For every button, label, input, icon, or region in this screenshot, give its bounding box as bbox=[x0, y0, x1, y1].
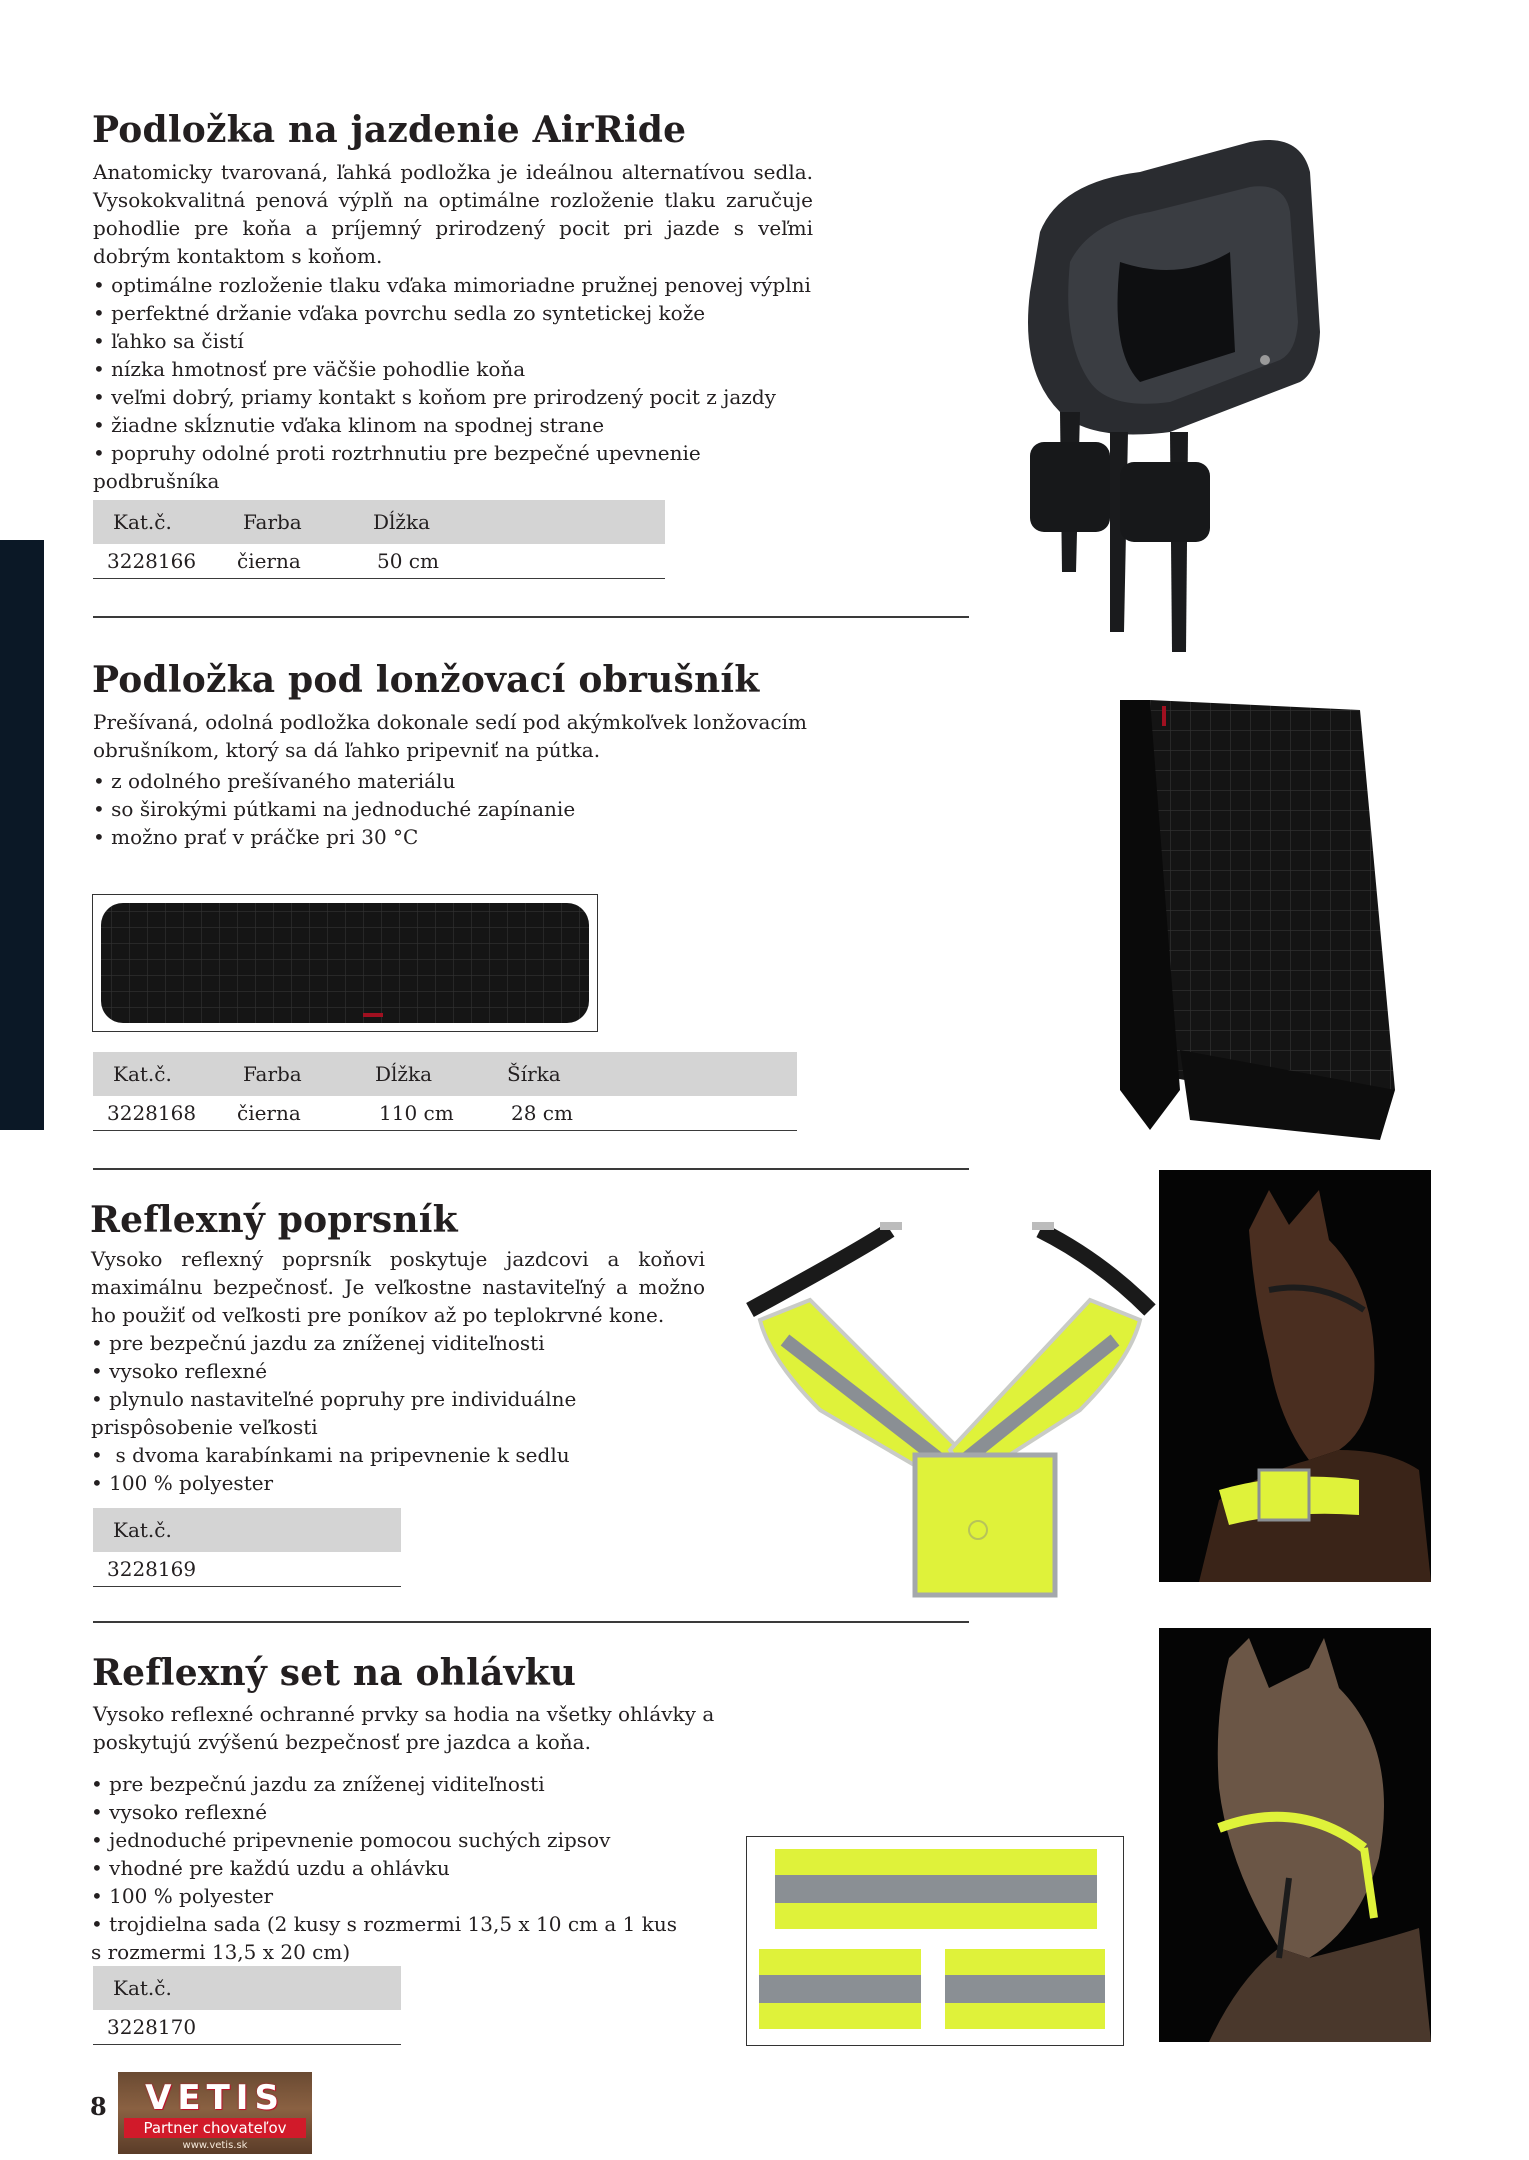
vetis-logo bbox=[118, 2072, 312, 2154]
table-header-row bbox=[93, 1508, 401, 1552]
bullet-list-reflective-breastplate bbox=[91, 1329, 721, 1497]
list-item: • trojdielna sada (2 kusy s rozmermi 13,5 x 10 cm a 1 kus s rozmermi 13,5 x 20 cm) bbox=[91, 1910, 691, 1966]
list-item: • popruhy odolné proti roztrhnutiu pre bezpečné upevnenie podbrušníka bbox=[93, 439, 833, 495]
spec-table-reflective-breastplate bbox=[93, 1508, 401, 1587]
table-cell: čierna bbox=[223, 1096, 355, 1131]
table-cell: 50 cm bbox=[353, 544, 665, 579]
section-intro-airride: Anatomicky tvarovaná, ľahká podložka je ideálnou alternatívou sedla. Vysokokvalitná penová výplň na optimálne rozloženie tlaku zaručuje pohodlie pre koňa a príjemný prirodzený pocit pri jazde s veľmi dobrým kontaktom s koňom. bbox=[93, 160, 813, 268]
table-row bbox=[93, 1096, 797, 1131]
table-header: Dĺžka bbox=[353, 500, 665, 544]
intro-line: poskytujú zvýšenú bezpečnosť pre jazdca a koňa. bbox=[93, 1730, 591, 1754]
table-header-row bbox=[93, 500, 665, 544]
section-intro-lunge-pad bbox=[93, 708, 853, 764]
table-header: Šírka bbox=[487, 1052, 797, 1096]
list-item: • s dvoma karabínkami na pripevnenie k sedlu bbox=[91, 1441, 721, 1469]
table-header: Kat.č. bbox=[93, 1508, 401, 1552]
list-item: • z odolného prešívaného materiálu bbox=[93, 767, 833, 795]
section-intro-reflective-halter-set bbox=[93, 1700, 793, 1756]
table-cell: 3228168 bbox=[93, 1096, 223, 1131]
side-tab-marker bbox=[0, 540, 44, 1130]
list-item: • optimálne rozloženie tlaku vďaka mimoriadne pružnej penovej výplni bbox=[93, 271, 833, 299]
table-cell: 3228170 bbox=[93, 2010, 401, 2045]
table-header-row bbox=[93, 1966, 401, 2010]
section-divider bbox=[93, 1621, 969, 1623]
table-row bbox=[93, 2010, 401, 2045]
bullet-list-airride bbox=[93, 271, 833, 495]
section-title-reflective-halter-set: Reflexný set na ohlávku bbox=[92, 1652, 577, 1694]
list-item: • vysoko reflexné bbox=[91, 1357, 721, 1385]
list-item: • možno prať v práčke pri 30 °C bbox=[93, 823, 833, 851]
spec-table-reflective-halter-set bbox=[93, 1966, 401, 2045]
list-item: • ľahko sa čistí bbox=[93, 327, 833, 355]
airride-pad-image bbox=[1000, 112, 1360, 672]
bullet-list-lunge-pad bbox=[93, 767, 833, 851]
list-item: • pre bezpečnú jazdu za zníženej viditeľnosti bbox=[91, 1329, 721, 1357]
list-item: • vhodné pre každú uzdu a ohlávku bbox=[91, 1854, 691, 1882]
table-row bbox=[93, 544, 665, 579]
table-header: Kat.č. bbox=[93, 1052, 223, 1096]
list-item: • žiadne skĺznutie vďaka klinom na spodnej strane bbox=[93, 411, 833, 439]
table-header: Farba bbox=[223, 1052, 355, 1096]
logo-tagline: Partner chovateľov bbox=[124, 2118, 306, 2138]
list-item: • vysoko reflexné bbox=[91, 1798, 691, 1826]
table-cell: 110 cm bbox=[355, 1096, 487, 1131]
list-item: • nízka hmotnosť pre väčšie pohodlie koňa bbox=[93, 355, 833, 383]
horse-breastplate-photo bbox=[1159, 1170, 1431, 1582]
list-item: • so širokými pútkami na jednoduché zapínanie bbox=[93, 795, 833, 823]
table-row bbox=[93, 1552, 401, 1587]
table-header-row bbox=[93, 1052, 797, 1096]
lunge-pad-folded-image bbox=[1110, 690, 1400, 1150]
section-divider bbox=[93, 1168, 969, 1170]
section-divider bbox=[93, 616, 969, 618]
halter-set-strips-image bbox=[746, 1836, 1124, 2046]
table-cell: 3228166 bbox=[93, 544, 223, 579]
logo-url: www.vetis.sk bbox=[182, 2140, 248, 2151]
list-item: • veľmi dobrý, priamy kontakt s koňom pre prirodzený pocit z jazdy bbox=[93, 383, 833, 411]
breastplate-image bbox=[740, 1210, 1160, 1610]
intro-line: Vysoko reflexné ochranné prvky sa hodia na všetky ohlávky a bbox=[93, 1702, 715, 1726]
list-item: • jednoduché pripevnenie pomocou suchých zipsov bbox=[91, 1826, 691, 1854]
logo-name: VETIS bbox=[145, 2078, 285, 2118]
intro-line: obrušníkom, ktorý sa dá ľahko pripevniť na pútka. bbox=[93, 738, 601, 762]
intro-line: Prešívaná, odolná podložka dokonale sedí pod akýmkoľvek lonžovacím bbox=[93, 710, 807, 734]
table-header: Kat.č. bbox=[93, 500, 223, 544]
table-header: Farba bbox=[223, 500, 353, 544]
section-title-lunge-pad: Podložka pod lonžovací obrušník bbox=[92, 659, 760, 701]
table-cell: 28 cm bbox=[487, 1096, 797, 1131]
horse-halter-photo bbox=[1159, 1628, 1431, 2042]
bullet-list-reflective-halter-set bbox=[91, 1770, 691, 1966]
spec-table-lunge-pad bbox=[93, 1052, 797, 1131]
section-title-reflective-breastplate: Reflexný poprsník bbox=[90, 1199, 458, 1241]
list-item: • 100 % polyester bbox=[91, 1469, 721, 1497]
table-cell: 3228169 bbox=[93, 1552, 401, 1587]
section-intro-reflective-breastplate: Vysoko reflexný poprsník poskytuje jazdcovi a koňovi maximálnu bezpečnosť. Je veľkostne nastaviteľný a možno ho použiť od veľkosti pre poníkov až po teplokrvné kone. bbox=[91, 1247, 705, 1327]
table-cell: čierna bbox=[223, 544, 353, 579]
spec-table-airride bbox=[93, 500, 665, 579]
list-item: • perfektné držanie vďaka povrchu sedla zo syntetickej kože bbox=[93, 299, 833, 327]
page-number: 8 bbox=[90, 2092, 107, 2121]
list-item: • plynulo nastaviteľné popruhy pre individuálne prispôsobenie veľkosti bbox=[91, 1385, 721, 1441]
list-item: • 100 % polyester bbox=[91, 1882, 691, 1910]
section-title-airride: Podložka na jazdenie AirRide bbox=[92, 109, 687, 151]
list-item: • pre bezpečnú jazdu za zníženej viditeľnosti bbox=[91, 1770, 691, 1798]
table-header: Dĺžka bbox=[355, 1052, 487, 1096]
table-header: Kat.č. bbox=[93, 1966, 401, 2010]
lunge-pad-flat-image bbox=[92, 894, 598, 1032]
